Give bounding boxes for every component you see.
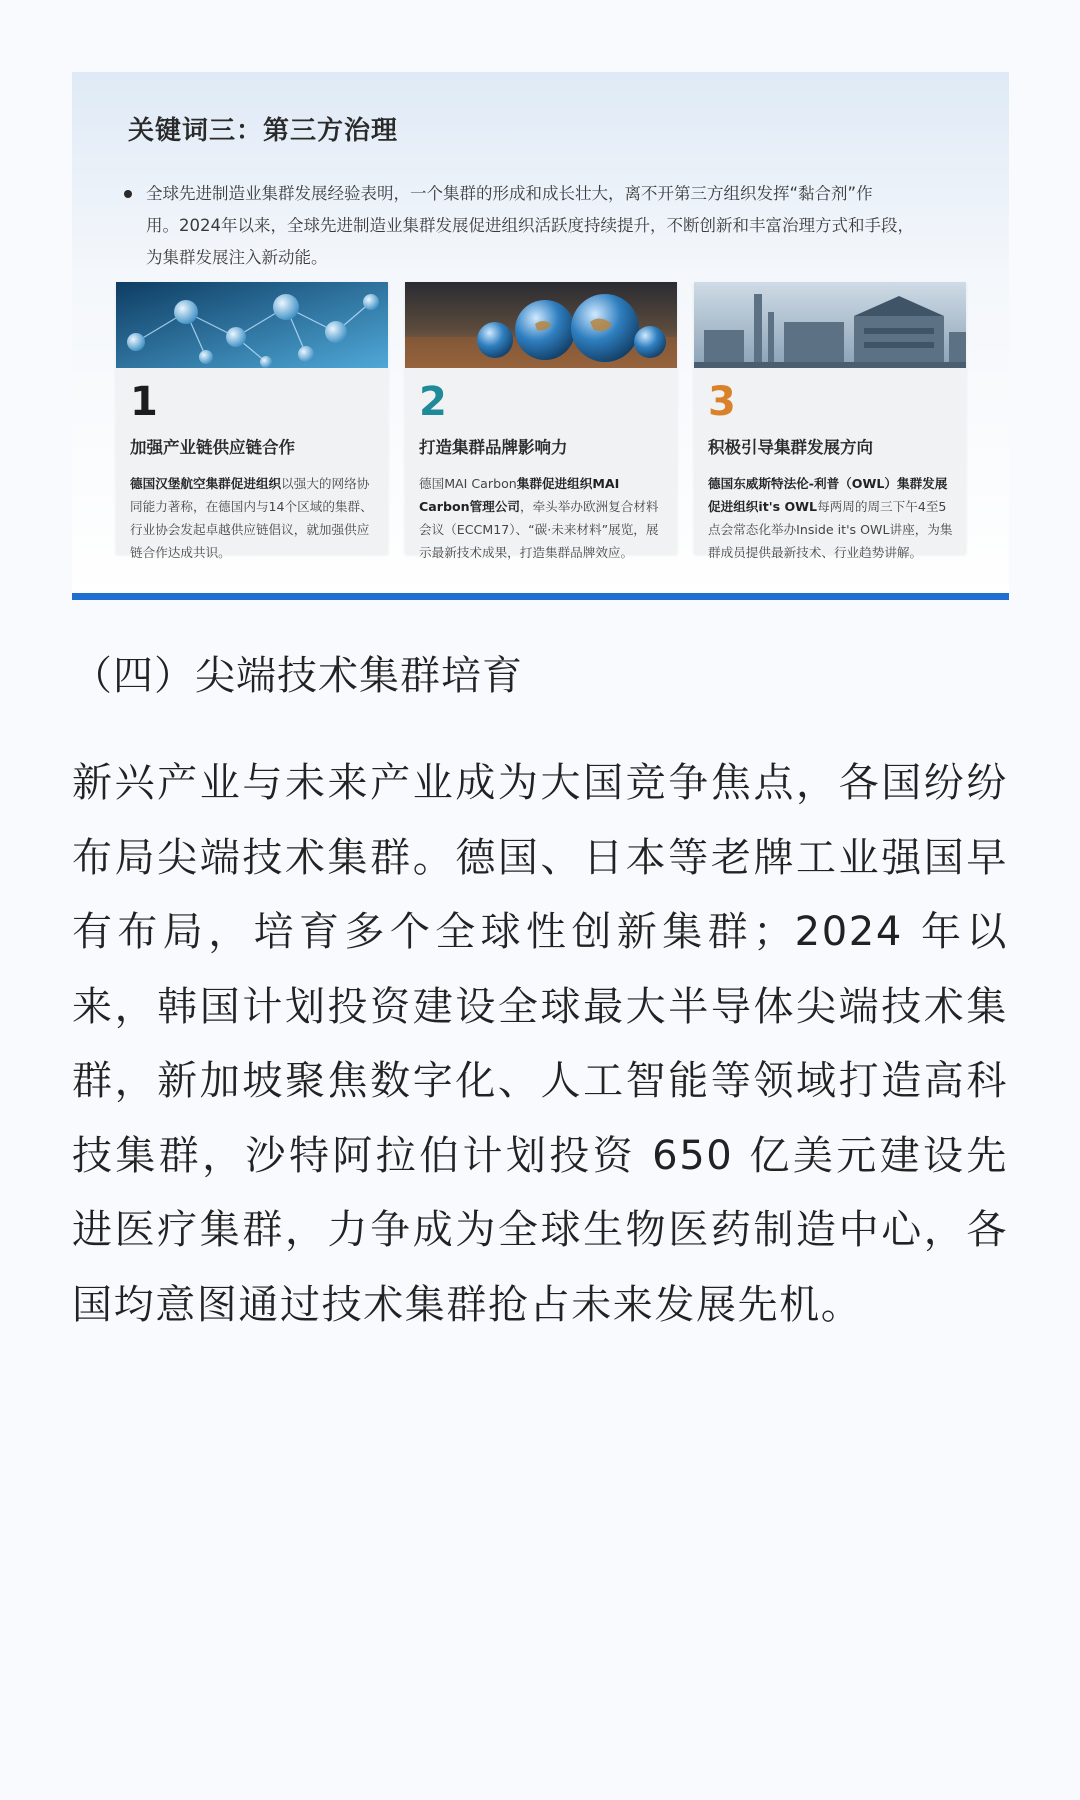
- card-description: [130, 472, 378, 564]
- card-title: 打造集群品牌影响力: [419, 438, 568, 457]
- figure-accent-bar: [72, 593, 1009, 600]
- card-description: [708, 472, 956, 564]
- card-description-text: ，牵头举办欧洲复合材料会议（ECCM17）、“碳·未来材料”展览，展示最新技术成果，打造集群品牌效应。: [419, 499, 659, 560]
- card-title: 加强产业链供应链合作: [130, 438, 295, 457]
- card-description-bold: 集群促进组织MAI Carbon管理公司: [419, 476, 620, 514]
- card-description-text: 以强大的网络协同能力著称，在德国内与14个区域的集群、行业协会发起卓越供应链倡议，就加强供应链合作达成共识。: [130, 476, 373, 560]
- card-description-bold: 德国东威斯特法伦-利普（OWL）集群发展促进组织it's OWL: [708, 476, 948, 514]
- factory-icon: [694, 282, 966, 368]
- card-number: 1: [130, 379, 158, 425]
- card-description-text: 每两周的周三下午4至5点会常态化举办Inside it's OWL讲座，为集群成员提供最新技术、行业趋势讲解。: [708, 499, 953, 560]
- card-development-direction: [694, 282, 966, 560]
- figure-bullet-line: 全球先进制造业集群发展经验表明，一个集群的形成和成长壮大，离不开第三方组织发挥“黏合剂”作: [146, 184, 873, 203]
- globe-icon: [405, 282, 677, 368]
- card-supply-chain: [116, 282, 388, 560]
- card-number: 2: [419, 379, 447, 425]
- section-heading: （四）尖端技术集群培育: [72, 653, 523, 699]
- molecule-network-icon: [116, 282, 388, 368]
- card-number: 3: [708, 379, 736, 425]
- figure-bullet-line: 用。2024年以来，全球先进制造业集群发展促进组织活跃度持续提升，不断创新和丰富治理方式和手段，: [146, 216, 914, 235]
- bullet-dot-icon: [124, 190, 132, 198]
- card-description-prefix: 德国MAI Carbon: [419, 476, 517, 491]
- body-paragraph: 新兴产业与未来产业成为大国竞争焦点，各国纷纷布局尖端技术集群。德国、日本等老牌工业强国早有布局，培育多个全球性创新集群；2024 年以来，韩国计划投资建设全球最大半导体尖端技术集群，新加坡聚焦数字化、人工智能等领域打造高科技集群，沙特阿拉伯计划投资 650 亿美元建设先进医疗集群，力争成为全球生物医药制造中心，各国均意图通过技术集群抢占未来发展先机。: [72, 760, 1008, 1328]
- figure-bullet: [124, 178, 964, 274]
- card-description-bold: 德国汉堡航空集群促进组织: [130, 476, 282, 491]
- card-brand-influence: [405, 282, 677, 560]
- infographic-figure: [72, 72, 1009, 600]
- card-title: 积极引导集群发展方向: [708, 438, 873, 457]
- figure-title: 关键词三：第三方治理: [128, 116, 399, 146]
- figure-bullet-line: 为集群发展注入新动能。: [146, 248, 328, 267]
- card-description: [419, 472, 667, 564]
